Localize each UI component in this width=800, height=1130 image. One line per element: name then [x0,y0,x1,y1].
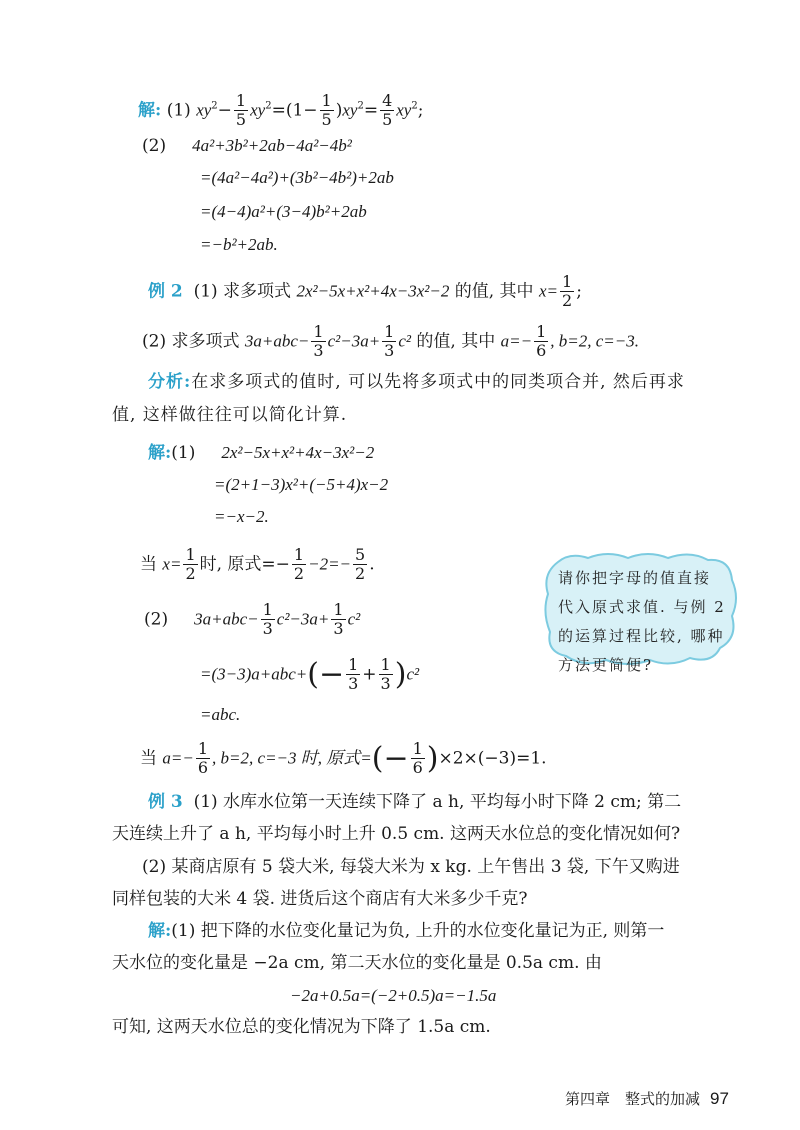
question-text: 的值, 其中 [411,331,501,352]
fraction: $\frac{1}{2}$ [562,272,573,311]
fraction: $\frac{1}{2}$ [293,545,305,584]
substitution-line-2: 当 a=− $\frac{1}{6}$ , b=2, c=−3 时, 原式=(− $\frac{1}{6}$ )×2×(−3)=1. [140,739,547,778]
solution-label: 解: [148,443,172,463]
thought-bubble [540,548,740,674]
part-number: (2) [144,609,169,630]
exponent: 2 [411,100,418,112]
math-term: c²−3a+ [327,331,381,351]
solution-ex3-equation: −2a+0.5a=(−2+0.5)a=−1.5a [290,986,497,1005]
part-number: (1) [171,443,196,463]
analysis-line-1 [148,374,685,391]
solution-ex3-line-1 [148,923,664,940]
fraction: $\frac{1}{6}$ [536,322,547,361]
math-term: xy [396,100,412,120]
math-term: , b=2, c=−3. [550,331,639,351]
fraction: $\frac{1}{2}$ [185,545,196,584]
solution-ex3-line-3: 可知, 这两天水位总的变化情况为下降了 1.5a cm. [112,1017,491,1037]
example-3-line-1 [148,794,681,811]
solution-text: (1) 把下降的水位变化量记为负, 上升的水位变化量记为正, 则第一 [171,921,665,941]
fraction: $\frac{1}{6}$ [412,739,423,778]
math-expression: 2x²−5x+x²+4x−3x²−2 [221,443,375,462]
paren-close: ) [335,100,343,121]
solution-ex2-line-3: =−x−2. [214,507,269,526]
example-label: 例 3 [148,792,183,812]
math-expression: 2x²−5x+x²+4x−3x²−2 [296,281,450,301]
fraction: $\frac{1}{3}$ [384,322,395,361]
page-number: 97 [710,1089,729,1108]
fraction: $\frac{1}{6}$ [197,739,209,778]
chapter-title: 第四章 整式的加减 [565,1090,701,1108]
operator: = [271,100,286,121]
example-2-question-1 [148,273,582,311]
punctuation: ; [576,281,582,302]
solution-2-line-4: =−b²+2ab. [200,235,278,254]
example-3-line-3: (2) 某商店原有 5 袋大米, 每袋大米为 x kg. 上午售出 3 袋, 下午又购进 [142,857,680,877]
operator: = [363,100,379,121]
punctuation: ; [417,100,424,121]
math-term: xy [250,100,266,120]
solution-ex2-line-2: =(2+1−3)x²+(−5+4)x−2 [214,475,389,494]
paren-open: (1− [285,100,318,121]
solution-ex2-part2-line-3: =abc. [200,705,241,724]
exponent: 2 [265,100,272,112]
solution-ex2-part2-line-2: =(3−3)a+abc+(− $\frac{1}{3}$ + $\frac{1}{3}$ )c² [200,655,420,694]
math-term: 3a+abc− [244,331,310,351]
fraction: $\frac{1}{3}$ [380,655,391,694]
fraction: $\frac{5}{2}$ [355,545,366,584]
fraction: $\frac{1}{3}$ [333,600,344,639]
solution-ex3-line-2: 天水位的变化量是 −2a cm, 第二天水位的变化量是 0.5a cm. 由 [112,953,602,973]
solution-label: 解: [138,100,162,121]
math-expression: 4a²+3b²+2ab−4a²−4b² [192,136,352,155]
example-3-line-4: 同样包装的大米 4 袋. 进货后这个商店有大米多少千克? [112,889,528,909]
solution-2-line-3: =(4−4)a²+(3−4)b²+2ab [200,202,367,221]
substitution-line-1: 当 x= $\frac{1}{2}$ 时, 原式=− $\frac{1}{2}$ −2=− $\frac{5}{2}$ . [140,545,375,584]
fraction: $\frac{1}{5}$ [235,91,247,130]
example-2-question-2 [142,323,639,361]
solution-1-line [138,92,423,130]
math-term: xy [196,100,212,120]
solution-2-line-2: =(4a²−4a²)+(3b²−4b²)+2ab [200,168,394,187]
math-var: x= [538,281,558,301]
operator: − [217,100,232,121]
solution-ex2-line-1 [148,444,374,462]
fraction: $\frac{1}{5}$ [321,91,332,130]
fraction: $\frac{1}{3}$ [313,322,324,361]
solution-ex2-part2-line-1: (2) 3a+abc− $\frac{1}{3}$ c²−3a+ $\frac{1}{3}$ c² [144,600,361,639]
fraction: $\frac{1}{3}$ [348,655,359,694]
fraction: $\frac{1}{3}$ [262,600,273,639]
analysis-text: 在求多项式的值时, 可以先将多项式中的同类项合并, 然后再求 [191,372,685,392]
exponent: 2 [211,100,218,112]
solution-2-line-1 [142,137,352,155]
part-number: (1) [166,100,191,121]
question-text: 的值, 其中 [449,281,539,302]
question-text: (2) 求多项式 [142,331,245,352]
math-term: xy [342,100,358,120]
fraction: $\frac{4}{5}$ [382,91,393,130]
math-term: c² [398,331,412,351]
math-var: a=− [500,331,533,351]
callout-text: 请你把字母的值直接代入原式求值. 与例 2 的运算过程比较, 哪种方法更简便? [558,569,726,674]
question-text: (1) 水库水位第一天连续下降了 a h, 平均每小时下降 2 cm; 第二 [193,792,682,812]
exponent: 2 [357,100,364,112]
question-text: (1) 求多项式 [193,281,297,302]
analysis-line-2: 值, 这样做往往可以简化计算. [112,405,348,425]
example-label: 例 2 [148,281,183,302]
part-number: (2) [142,136,167,156]
solution-label: 解: [148,921,172,941]
page-footer [565,1088,729,1109]
example-3-line-2: 天连续上升了 a h, 平均每小时上升 0.5 cm. 这两天水位总的变化情况如何? [112,824,681,844]
analysis-label: 分析: [148,372,192,392]
